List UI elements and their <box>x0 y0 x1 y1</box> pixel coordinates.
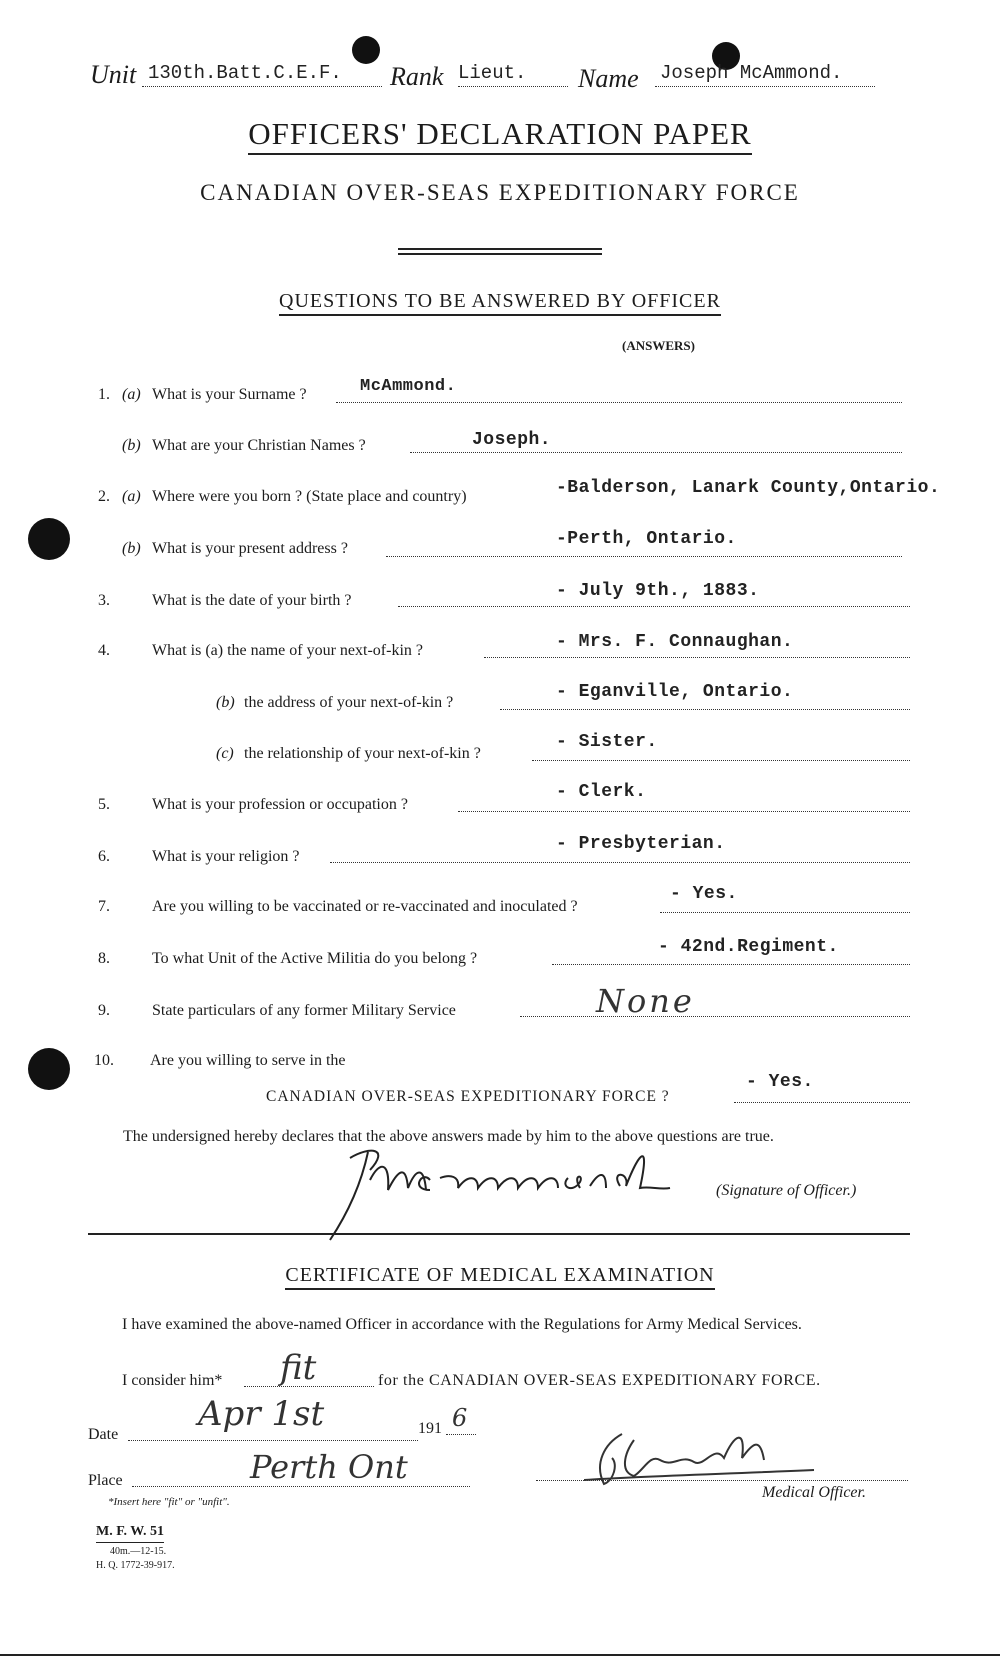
answer-line <box>520 1016 910 1017</box>
answer-line <box>552 964 910 965</box>
page-subtitle: CANADIAN OVER-SEAS EXPEDITIONARY FORCE <box>200 180 800 205</box>
answers-heading: (ANSWERS) <box>622 338 695 353</box>
answer-line <box>734 1102 910 1103</box>
name-label: Name <box>578 64 639 93</box>
answer-line <box>330 862 910 863</box>
question-number: 2. <box>98 488 110 505</box>
divider <box>398 248 602 250</box>
question-number: 7. <box>98 898 110 915</box>
answer-line <box>458 811 910 812</box>
punch-hole <box>28 1048 70 1090</box>
answer-kin-relationship: - Sister. <box>556 732 658 752</box>
place-line <box>132 1486 470 1487</box>
answer-next-of-kin: - Mrs. F. Connaughan. <box>556 632 794 652</box>
question-text: What is your Surname ? <box>152 386 307 403</box>
year-value: 6 <box>452 1404 468 1432</box>
date-label: Date <box>88 1426 119 1443</box>
medical-heading-text: CERTIFICATE OF MEDICAL EXAMINATION <box>285 1264 714 1290</box>
question-text: What is your present address ? <box>152 540 348 557</box>
answer-former-service: None <box>596 982 695 1020</box>
answer-line <box>484 657 910 658</box>
answer-militia-unit: - 42nd.Regiment. <box>658 937 839 957</box>
answer-religion: - Presbyterian. <box>556 834 726 854</box>
page-title-text: OFFICERS' DECLARATION PAPER <box>248 116 751 155</box>
declaration-text: The undersigned hereby declares that the above answers made by him to the above questions are true. <box>123 1128 774 1145</box>
answer-willing-to-serve: - Yes. <box>746 1072 814 1092</box>
answer-line <box>532 760 910 761</box>
form-code: M. F. W. 51 <box>96 1524 164 1543</box>
consider-value: fit <box>280 1348 317 1388</box>
questions-heading <box>0 290 1000 313</box>
consider-suffix: for the CANADIAN OVER-SEAS EXPEDITIONARY FORCE. <box>378 1372 821 1389</box>
unit-line <box>142 86 382 87</box>
question-sub: (a) <box>122 488 141 505</box>
rank-value: Lieut. <box>458 62 527 84</box>
question-text: the relationship of your next-of-kin ? <box>244 745 481 762</box>
form-print-run: 40m.—12-15. <box>110 1546 167 1557</box>
consider-prefix: I consider him* <box>122 1372 223 1389</box>
question-text: State particulars of any former Military Service <box>152 1002 456 1019</box>
question-sub: (b) <box>216 694 235 711</box>
year-prefix: 191 <box>418 1420 442 1437</box>
name-value: Joseph McAmmond. <box>660 62 843 84</box>
punch-hole <box>352 36 380 64</box>
medical-paragraph: I have examined the above-named Officer in accordance with the Regulations for Army Medical Services. <box>122 1316 802 1333</box>
answer-line <box>500 709 910 710</box>
question-sub: (b) <box>122 540 141 557</box>
footnote: *Insert here "fit" or "unfit". <box>108 1496 230 1508</box>
date-line <box>128 1440 418 1441</box>
answer-line <box>386 556 902 557</box>
question-text: What are your Christian Names ? <box>152 437 366 454</box>
question-number: 3. <box>98 592 110 609</box>
question-number: 4. <box>98 642 110 659</box>
question-text: Are you willing to be vaccinated or re-vaccinated and inoculated ? <box>152 898 578 915</box>
question-text: Where were you born ? (State place and country) <box>152 488 467 505</box>
section-divider <box>88 1233 910 1235</box>
answer-address: -Perth, Ontario. <box>556 529 737 549</box>
unit-label: Unit <box>90 60 137 89</box>
question-text: CANADIAN OVER-SEAS EXPEDITIONARY FORCE ? <box>266 1088 670 1105</box>
answer-kin-address: - Eganville, Ontario. <box>556 682 794 702</box>
medical-officer-label: Medical Officer. <box>762 1484 866 1501</box>
place-value: Perth Ont <box>250 1448 408 1486</box>
answer-christian-names: Joseph. <box>472 430 552 450</box>
question-text: What is your religion ? <box>152 848 300 865</box>
question-number: 10. <box>94 1052 114 1069</box>
rank-line <box>458 86 568 87</box>
form-hq-number: H. Q. 1772-39-917. <box>96 1560 175 1571</box>
question-sub: (b) <box>122 437 141 454</box>
questions-heading-text: QUESTIONS TO BE ANSWERED BY OFFICER <box>279 290 721 316</box>
answer-line <box>410 452 902 453</box>
answer-line <box>660 912 910 913</box>
medical-officer-line <box>536 1480 908 1481</box>
question-text: What is the date of your birth ? <box>152 592 352 609</box>
year-line <box>446 1434 476 1435</box>
medical-heading <box>0 1264 1000 1287</box>
question-number: 5. <box>98 796 110 813</box>
question-text: To what Unit of the Active Militia do you belong ? <box>152 950 478 967</box>
question-text: What is (a) the name of your next-of-kin ? <box>152 642 424 659</box>
answer-vaccination: - Yes. <box>670 884 738 904</box>
divider <box>398 253 602 255</box>
unit-value: 130th.Batt.C.E.F. <box>148 62 342 84</box>
question-sub: (c) <box>216 745 234 762</box>
answer-line <box>398 606 910 607</box>
punch-hole <box>28 518 70 560</box>
question-number: 8. <box>98 950 110 967</box>
question-number: 9. <box>98 1002 110 1019</box>
question-number: 6. <box>98 848 110 865</box>
date-value: Apr 1st <box>198 1394 325 1434</box>
officer-signature-label: (Signature of Officer.) <box>716 1182 857 1199</box>
question-sub: (a) <box>122 386 141 403</box>
question-text: the address of your next-of-kin ? <box>244 694 454 711</box>
answer-surname: McAmmond. <box>360 377 457 396</box>
place-label: Place <box>88 1472 123 1489</box>
answer-birthplace: -Balderson, Lanark County,Ontario. <box>556 478 941 498</box>
question-text: What is your profession or occupation ? <box>152 796 408 813</box>
question-number: 1. <box>98 386 110 403</box>
rank-label: Rank <box>390 62 444 91</box>
page-title <box>0 116 1000 152</box>
answer-birth-date: - July 9th., 1883. <box>556 581 760 601</box>
answer-line <box>336 402 902 403</box>
name-line <box>655 86 875 87</box>
question-text: Are you willing to serve in the <box>150 1052 346 1069</box>
answer-occupation: - Clerk. <box>556 782 647 802</box>
